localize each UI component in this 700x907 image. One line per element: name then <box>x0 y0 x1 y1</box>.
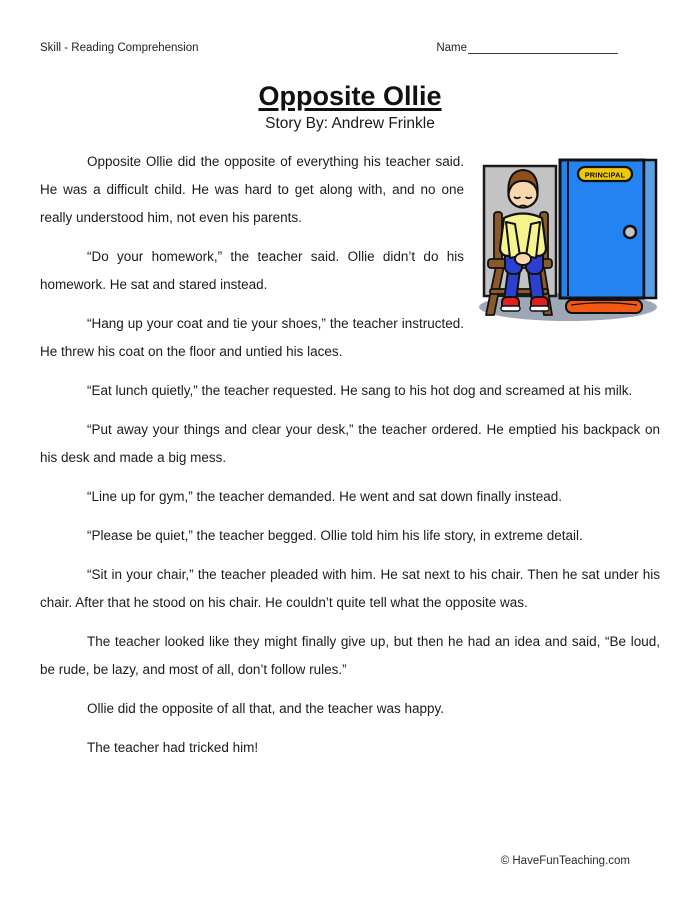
story-paragraph: “Hang up your coat and tie your shoes,” the teacher instructed. He threw his coat on the floor and untied his laces. <box>40 316 464 359</box>
page-title: Opposite Ollie <box>258 81 442 111</box>
principal-office-illustration <box>476 154 660 326</box>
name-field[interactable] <box>436 40 618 54</box>
doormat-top <box>566 300 642 313</box>
boy-hands <box>515 253 531 265</box>
shoe-sole-left <box>501 306 520 311</box>
door-frame <box>644 160 656 298</box>
doormat <box>566 300 642 313</box>
boy-head <box>508 170 537 208</box>
story-paragraph: The teacher looked like they might finally give up, but then he had an idea and said, “Be loud, be rude, be lazy, and most of all, don’t follow rules.” <box>40 634 660 677</box>
story-paragraph: Opposite Ollie did the opposite of everything his teacher said. He was a difficult child. He was hard to get along with, and no one really understood him, not even his parents. <box>40 154 464 225</box>
principal-sign-label: PRINCIPAL <box>584 170 626 180</box>
story-paragraph: The teacher had tricked him! <box>87 740 259 755</box>
boy-shoe-left <box>501 297 520 311</box>
name-blank-line[interactable] <box>468 40 618 54</box>
story-paragraph: “Line up for gym,” the teacher demanded. He went and sat down finally instead. <box>87 489 563 504</box>
principal-door <box>560 160 656 298</box>
page-header <box>40 40 660 54</box>
doorknob <box>624 226 636 238</box>
story-paragraph: “Do your homework,” the teacher said. Ollie didn’t do his homework. He sat and stared instead. <box>40 249 464 292</box>
story-byline: Story By: Andrew Frinkle <box>265 115 435 132</box>
skill-label: Skill - Reading Comprehension <box>40 42 199 54</box>
copyright: © HaveFunTeaching.com <box>500 855 630 867</box>
boy-shoe-right <box>530 297 549 311</box>
principal-office-drawing <box>476 154 660 326</box>
story-paragraph: “Put away your things and clear your desk,” the teacher ordered. He emptied his backpack on his desk and made a big mess. <box>40 422 660 465</box>
story-paragraph: Ollie did the opposite of all that, and the teacher was happy. <box>87 701 444 716</box>
story-paragraph: “Sit in your chair,” the teacher pleaded with him. He sat next to his chair. Then he sat under his chair. After that he stood on his chair. He couldn’t quite tell what the opposite was. <box>40 567 660 610</box>
story-paragraph: “Please be quiet,” the teacher begged. Ollie told him his life story, in extreme detail. <box>87 528 583 543</box>
shoe-sole-right <box>530 306 549 311</box>
name-label: Name <box>436 42 467 54</box>
story-paragraph: “Eat lunch quietly,” the teacher requested. He sang to his hot dog and screamed at his milk. <box>87 383 633 398</box>
story-body <box>40 148 660 762</box>
